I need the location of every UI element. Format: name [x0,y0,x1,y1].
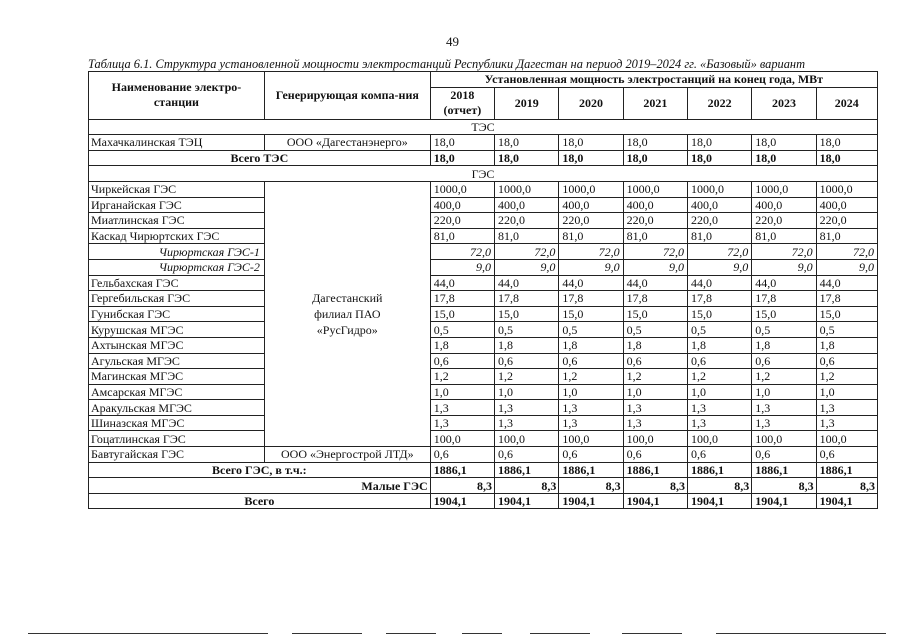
value-cell: 1000,0 [687,181,751,197]
value-cell: 81,0 [495,228,559,244]
value-cell: 17,8 [495,291,559,307]
value-cell: 220,0 [495,213,559,229]
station-name: Чирюртская ГЭС-1 [89,244,265,260]
value-cell: 81,0 [752,228,816,244]
value-cell: 81,0 [559,228,623,244]
value-cell: 44,0 [623,275,687,291]
value-cell: 17,8 [623,291,687,307]
value-cell: 9,0 [816,259,877,275]
value-cell: 0,5 [816,322,877,338]
table-row [89,400,878,416]
company-name: Дагестанский филиал ПАО «РусГидро» [264,181,430,446]
table-row [89,259,878,275]
value-cell: 1886,1 [495,462,559,478]
value-cell: 0,6 [687,447,751,463]
value-cell: 0,5 [559,322,623,338]
value-cell: 400,0 [687,197,751,213]
value-cell: 0,6 [559,447,623,463]
station-name: Курушская МГЭС [89,322,265,338]
value-cell: 1000,0 [816,181,877,197]
station-name: Аракульская МГЭС [89,400,265,416]
value-cell: 1,3 [495,415,559,431]
table-row [89,213,878,229]
company-name: ООО «Энергострой ЛТД» [264,447,430,463]
value-cell: 1,2 [687,369,751,385]
value-cell: 44,0 [495,275,559,291]
table-header [89,72,878,120]
value-cell: 1,3 [816,415,877,431]
station-name: Миатлинская ГЭС [89,213,265,229]
value-cell: 1,0 [623,384,687,400]
header-year: 2024 [816,87,877,119]
table-row [89,369,878,385]
grand-total-row [89,493,878,509]
value-cell: 100,0 [816,431,877,447]
value-cell: 400,0 [430,197,494,213]
header-year: 2020 [559,87,623,119]
table-body [89,119,878,509]
value-cell: 8,3 [623,478,687,494]
value-cell: 9,0 [495,259,559,275]
station-name: Бавтугайская ГЭС [89,447,265,463]
value-cell: 1904,1 [559,493,623,509]
value-cell: 0,5 [495,322,559,338]
station-name: Гергебильская ГЭС [89,291,265,307]
value-cell: 44,0 [816,275,877,291]
section-label: ТЭС [89,119,878,135]
value-cell: 44,0 [430,275,494,291]
value-cell: 1,3 [430,415,494,431]
value-cell: 220,0 [430,213,494,229]
table-row [89,275,878,291]
value-cell: 1000,0 [559,181,623,197]
bottom-rule [462,633,502,634]
table-row [89,322,878,338]
value-cell: 400,0 [559,197,623,213]
value-cell: 1,0 [495,384,559,400]
value-cell: 1000,0 [430,181,494,197]
value-cell: 18,0 [559,150,623,166]
value-cell: 72,0 [559,244,623,260]
table-row [89,306,878,322]
value-cell: 0,6 [752,353,816,369]
value-cell: 1,3 [559,400,623,416]
value-cell: 1,3 [495,400,559,416]
station-name: Гоцатлинская ГЭС [89,431,265,447]
section-label: ГЭС [89,166,878,182]
value-cell: 18,0 [623,150,687,166]
table-row [89,431,878,447]
bottom-rule [386,633,436,634]
value-cell: 18,0 [430,150,494,166]
value-cell: 17,8 [816,291,877,307]
station-name: Чиркейская ГЭС [89,181,265,197]
value-cell: 0,6 [430,353,494,369]
value-cell: 100,0 [623,431,687,447]
value-cell: 17,8 [687,291,751,307]
value-cell: 400,0 [495,197,559,213]
bottom-rule [530,633,590,634]
station-name: Гельбахская ГЭС [89,275,265,291]
page-bottom-rules [0,633,905,637]
value-cell: 44,0 [752,275,816,291]
value-cell: 18,0 [816,150,877,166]
value-cell: 81,0 [623,228,687,244]
value-cell: 72,0 [816,244,877,260]
value-cell: 100,0 [687,431,751,447]
value-cell: 15,0 [816,306,877,322]
station-name: Гунибская ГЭС [89,306,265,322]
value-cell: 1,2 [430,369,494,385]
header-year: 2021 [623,87,687,119]
value-cell: 1,3 [687,400,751,416]
value-cell: 9,0 [623,259,687,275]
value-cell: 1904,1 [752,493,816,509]
bottom-rule [622,633,682,634]
value-cell: 1,0 [559,384,623,400]
value-cell: 0,6 [816,447,877,463]
station-name: Чирюртская ГЭС-2 [89,259,265,275]
value-cell: 72,0 [495,244,559,260]
subtotal-row [89,478,878,494]
header-station-name: Наименование электро-станции [89,72,265,120]
station-name: Амсарская МГЭС [89,384,265,400]
value-cell: 18,0 [559,135,623,151]
total-label: Всего ТЭС [89,150,431,166]
value-cell: 15,0 [623,306,687,322]
header-year: 2022 [687,87,751,119]
value-cell: 1,3 [623,400,687,416]
value-cell: 72,0 [430,244,494,260]
value-cell: 1904,1 [430,493,494,509]
table-row [89,353,878,369]
station-name: Агульская МГЭС [89,353,265,369]
value-cell: 1000,0 [623,181,687,197]
value-cell: 1,8 [623,337,687,353]
value-cell: 1,0 [687,384,751,400]
value-cell: 1,2 [752,369,816,385]
value-cell: 0,6 [623,447,687,463]
value-cell: 100,0 [430,431,494,447]
value-cell: 0,6 [495,447,559,463]
value-cell: 400,0 [816,197,877,213]
value-cell: 44,0 [559,275,623,291]
bottom-rule [292,633,362,634]
value-cell: 220,0 [687,213,751,229]
value-cell: 72,0 [752,244,816,260]
header-capacity-group: Установленная мощность электростанций на конец года, МВт [430,72,877,88]
header-company: Генерирующая компа-ния [264,72,430,120]
value-cell: 18,0 [623,135,687,151]
value-cell: 0,6 [687,353,751,369]
value-cell: 1904,1 [816,493,877,509]
value-cell: 1,8 [495,337,559,353]
value-cell: 81,0 [687,228,751,244]
value-cell: 18,0 [752,135,816,151]
value-cell: 18,0 [687,150,751,166]
value-cell: 1886,1 [816,462,877,478]
value-cell: 17,8 [752,291,816,307]
value-cell: 0,5 [430,322,494,338]
value-cell: 1,2 [816,369,877,385]
header-year: 2018 (отчет) [430,87,494,119]
station-name: Ирганайская ГЭС [89,197,265,213]
value-cell: 1886,1 [430,462,494,478]
value-cell: 1,2 [623,369,687,385]
value-cell: 0,6 [752,447,816,463]
value-cell: 1000,0 [495,181,559,197]
value-cell: 1000,0 [752,181,816,197]
value-cell: 1,3 [752,400,816,416]
value-cell: 15,0 [495,306,559,322]
total-row [89,150,878,166]
value-cell: 1904,1 [495,493,559,509]
value-cell: 1,2 [495,369,559,385]
value-cell: 15,0 [752,306,816,322]
value-cell: 0,5 [623,322,687,338]
subtotal-label: Малые ГЭС [89,478,431,494]
value-cell: 0,5 [687,322,751,338]
value-cell: 72,0 [687,244,751,260]
table-row [89,384,878,400]
value-cell: 18,0 [495,135,559,151]
table-row [89,197,878,213]
value-cell: 220,0 [623,213,687,229]
value-cell: 1,0 [430,384,494,400]
value-cell: 8,3 [687,478,751,494]
bottom-rule [716,633,886,634]
value-cell: 1,3 [559,415,623,431]
table-row [89,447,878,463]
value-cell: 1904,1 [687,493,751,509]
value-cell: 15,0 [687,306,751,322]
table-row [89,181,878,197]
value-cell: 18,0 [687,135,751,151]
value-cell: 1,0 [752,384,816,400]
value-cell: 9,0 [559,259,623,275]
bottom-rule [28,633,268,634]
value-cell: 0,5 [752,322,816,338]
table-caption: Таблица 6.1. Структура установленной мощности электростанций Республики Дагестан на период 2019–2024 гг. «Базовый» вариант [88,57,806,71]
value-cell: 0,6 [495,353,559,369]
total-row [89,462,878,478]
value-cell: 220,0 [559,213,623,229]
value-cell: 1904,1 [623,493,687,509]
value-cell: 1886,1 [752,462,816,478]
value-cell: 17,8 [430,291,494,307]
value-cell: 220,0 [752,213,816,229]
value-cell: 0,6 [816,353,877,369]
value-cell: 18,0 [816,135,877,151]
value-cell: 81,0 [816,228,877,244]
value-cell: 8,3 [752,478,816,494]
value-cell: 8,3 [559,478,623,494]
value-cell: 1,3 [430,400,494,416]
table-row [89,337,878,353]
total-label: Всего ГЭС, в т.ч.: [89,462,431,478]
value-cell: 15,0 [559,306,623,322]
value-cell: 1886,1 [687,462,751,478]
header-year: 2023 [752,87,816,119]
value-cell: 18,0 [495,150,559,166]
header-year: 2019 [495,87,559,119]
value-cell: 100,0 [495,431,559,447]
table-row [89,135,878,151]
value-cell: 1,2 [559,369,623,385]
value-cell: 1,3 [623,415,687,431]
value-cell: 18,0 [430,135,494,151]
value-cell: 100,0 [752,431,816,447]
value-cell: 72,0 [623,244,687,260]
value-cell: 9,0 [687,259,751,275]
value-cell: 1,8 [430,337,494,353]
section-row [89,119,878,135]
station-name: Ахтынская МГЭС [89,337,265,353]
value-cell: 1,3 [752,415,816,431]
grand-total-label: Всего [89,493,431,509]
value-cell: 18,0 [752,150,816,166]
value-cell: 9,0 [752,259,816,275]
value-cell: 0,6 [559,353,623,369]
value-cell: 81,0 [430,228,494,244]
table-row [89,244,878,260]
station-name: Махачкалинская ТЭЦ [89,135,265,151]
station-name: Шиназская МГЭС [89,415,265,431]
value-cell: 1,8 [752,337,816,353]
table-row [89,228,878,244]
value-cell: 1886,1 [559,462,623,478]
value-cell: 9,0 [430,259,494,275]
capacity-table [88,71,878,509]
value-cell: 0,6 [430,447,494,463]
value-cell: 220,0 [816,213,877,229]
value-cell: 15,0 [430,306,494,322]
value-cell: 1,0 [816,384,877,400]
station-name: Магинская МГЭС [89,369,265,385]
value-cell: 17,8 [559,291,623,307]
company-name: ООО «Дагестанэнерго» [264,135,430,151]
table-row [89,291,878,307]
value-cell: 1,3 [687,415,751,431]
value-cell: 400,0 [623,197,687,213]
value-cell: 1,8 [687,337,751,353]
table-row [89,415,878,431]
value-cell: 1,3 [816,400,877,416]
value-cell: 8,3 [430,478,494,494]
value-cell: 1886,1 [623,462,687,478]
value-cell: 44,0 [687,275,751,291]
value-cell: 400,0 [752,197,816,213]
value-cell: 100,0 [559,431,623,447]
value-cell: 8,3 [495,478,559,494]
station-name: Каскад Чирюртских ГЭС [89,228,265,244]
value-cell: 0,6 [623,353,687,369]
page-number: 49 [446,34,459,49]
value-cell: 1,8 [816,337,877,353]
section-row [89,166,878,182]
value-cell: 1,8 [559,337,623,353]
value-cell: 8,3 [816,478,877,494]
